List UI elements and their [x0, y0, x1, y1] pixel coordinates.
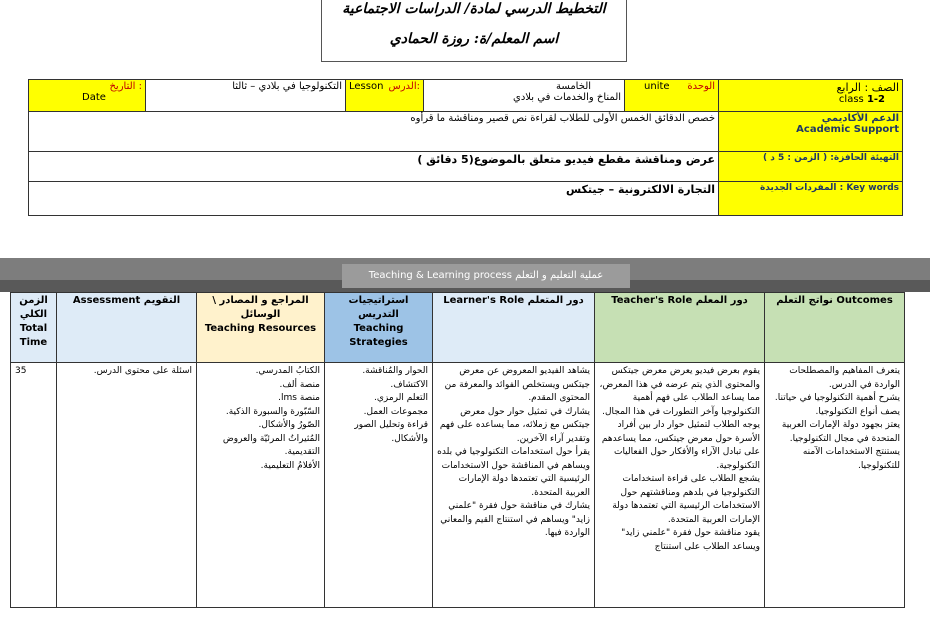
col-learner-role: دور المتعلم Learner's Role [433, 293, 595, 363]
col-strategies-en: Teaching Strategies [349, 323, 408, 348]
col-strategies-ar: استراتيجيات التدريس [348, 295, 409, 320]
col-assessment: التقويم Assessment [57, 293, 197, 363]
col-resources-ar: المراجع و المصادر \ الوسائل [212, 295, 309, 320]
teacher-role-item: يقود مناقشة حول فقرة "علمني زايد" ويساعد الطلاب على استنتاج [621, 528, 760, 552]
time-value: 35 [15, 366, 27, 376]
strategy-item: مجموعات العمل. [363, 406, 428, 417]
cell-time [11, 363, 57, 608]
strategy-item: الاكتشاف. [390, 379, 428, 390]
cell-assessment [57, 363, 197, 608]
outcome-item: يشرح أهمية التكنولوجيا في حياتنا. [774, 393, 900, 403]
support-text: خصص الدقائق الخمس الأولى للطلاب لقراءة نص قصير ومناقشة ما قرأوه [29, 112, 719, 152]
teacher-role-item: يقوم بعرض فيديو يعرض معرض جيتكس والمحتوى الذي يتم عرضه في هذا المعرض، مما يساعد الطلاب على فهم أهمية التكنولوجيا وآخر التطورات في هذا المجال. [599, 366, 760, 417]
strategy-item: الحوار والمُناقشة. [362, 366, 428, 376]
cell-learner-role [433, 363, 595, 608]
assessment-text: اسئلة على محتوى الدرس. [93, 366, 192, 376]
learner-role-item: يشارك في تمثيل حوار حول معرض جيتكس مع زملائه، مما يساعده على فهم وتقدير آراء الآخرين. [439, 406, 590, 444]
col-teacher-role: دور المعلم Teacher's Role [595, 293, 765, 363]
unit-number: الخامسة [556, 81, 592, 92]
col-resources-en: Teaching Resources [204, 323, 317, 334]
outcome-item: يتعرف المفاهيم والمصطلحات الواردة في الدرس. [789, 366, 900, 390]
plan-title: التخطيط الدرسي لمادة/ الدراسات الاجتماعية [342, 1, 606, 17]
learner-role-item: يشاهد الفيديو المعروض عن معرض جيتكس ويستخلص الفوائد والمعرفة من المحتوى المقدم. [444, 366, 590, 403]
unit-cell [424, 80, 625, 112]
unit-label-en: unite [644, 81, 670, 92]
col-resources [197, 293, 325, 363]
title-box [321, 0, 627, 62]
teacher-name: اسم المعلم/ة: روزة الحمادي [389, 31, 559, 47]
class-value: 1-2 [866, 94, 886, 105]
col-time [11, 293, 57, 363]
support-label-en: Academic Support [796, 124, 900, 135]
grade-cell [719, 80, 903, 112]
warmup-label: التهيئة الحافزة: ( الزمن : 5 د ) [719, 152, 903, 182]
unit-label-ar: الوحدة [687, 81, 716, 92]
resource-item: السّبّورة والسبورة الذكية. [225, 406, 320, 417]
date-label-en: Date [82, 92, 106, 103]
outcome-item: يستنتج الاستخدامات الآمنه للتكنولوجيا. [802, 447, 900, 471]
col-time-en: Total Time [19, 323, 48, 348]
grade-label: الصف : الرابع [836, 81, 900, 94]
teacher-role-item: يشجع الطلاب على قراءة استخدامات التكنولوجيا في بلدهم ومناقشتهم حول الاستخدامات الرئيسية التي تعتمدها دولة الإمارات العربية المتحدة. [612, 474, 760, 525]
col-outcomes: Outcomes نواتج التعلم [765, 293, 905, 363]
resource-item: المُثيراتُ المرئيّة والعروض التقديمية. [222, 433, 320, 457]
resource-item: الصّورُ والأشكال. [258, 420, 320, 430]
support-label-ar: الدعم الأكاديمي [821, 113, 900, 124]
resource-item: منصة lms. [278, 393, 320, 403]
unit-title: المناخ والخدمات في بلادي [513, 92, 622, 103]
lesson-label-ar: الدرس: [388, 81, 420, 92]
date-label-ar: التاريخ : [109, 81, 142, 92]
keywords-label: Key words : المفردات الجديدة [719, 182, 903, 216]
cell-strategies [325, 363, 433, 608]
cell-outcomes [765, 363, 905, 608]
cell-teacher-role [595, 363, 765, 608]
strategy-item: قراءة وتحليل الصور والأشكال. [354, 420, 428, 444]
lesson-label-cell [346, 80, 424, 112]
resource-item: منصة ألف. [279, 379, 320, 390]
col-strategies [325, 293, 433, 363]
support-label-cell [719, 112, 903, 152]
resource-item: الأفلامُ التعليمية. [260, 460, 320, 471]
outcome-item: يعتز بجهود دولة الإمارات العربية المتحدة في مجال التكنولوجيا. [781, 420, 900, 444]
unit-label-cell [625, 80, 719, 112]
learner-role-item: يشارك في مناقشة حول فقرة "علمني زايد" ويساهم في استنتاج القيم والمعاني الواردة فيها. [440, 501, 590, 538]
keywords-text: التجارة الالكترونية – جيتكس [29, 182, 719, 216]
teaching-process-table [10, 292, 905, 608]
lesson-info-table [28, 79, 903, 216]
outcome-item: يصف أنواع التكنولوجيا. [815, 406, 900, 417]
learner-role-item: يقرأ حول استخدامات التكنولوجيا في بلده ويساهم في المناقشة حول الاستخدامات الرئيسية التي تعتمدها دولة الإمارات العربية المتحدة. [437, 447, 590, 498]
teacher-role-item: يوجه الطلاب لتمثيل حوار دار بين أفراد الأسرة حول معرض جيتكس، مما يساعدهم على تبادل الآراء والأفكار حول الفعاليات التكنولوجية. [601, 420, 760, 471]
lesson-title: التكنولوجيا في بلادي – ثالثا [146, 80, 346, 112]
cell-resources [197, 363, 325, 608]
resource-item: الكتابُ المدرسي. [255, 366, 320, 376]
date-cell [29, 80, 146, 112]
warmup-text: عرض ومناقشة مقطع فيديو متعلق بالموضوع(5 دقائق ) [29, 152, 719, 182]
section-band-label: Teaching & Learning process عملية التعليم و التعلم [342, 264, 630, 288]
lesson-label-en: Lesson [349, 81, 384, 92]
strategy-item: التعلم الرمزي. [373, 393, 428, 403]
col-time-ar: الزمن الكلي [19, 295, 48, 320]
class-label: class [838, 94, 864, 105]
